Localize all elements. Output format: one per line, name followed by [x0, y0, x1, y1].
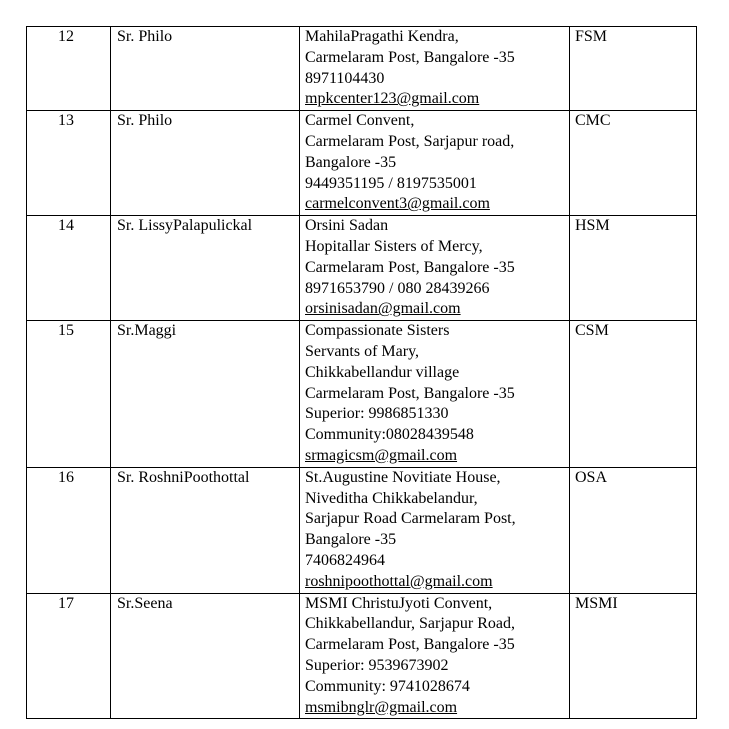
contact-name: Sr. Philo [111, 111, 300, 216]
address-line: Carmelaram Post, Bangalore -35 [305, 48, 515, 66]
phone-line: 8971104430 [305, 69, 385, 87]
address-line: Carmel Convent, [305, 112, 415, 130]
email-link[interactable]: srmagicsm@gmail.com [305, 446, 458, 464]
address-line: Carmelaram Post, Bangalore -35 [305, 258, 515, 276]
address-line: Bangalore -35 [305, 531, 397, 549]
email-link[interactable]: mpkcenter123@gmail.com [305, 90, 480, 108]
address-line: Bangalore -35 [305, 153, 397, 171]
table-row [27, 467, 697, 593]
phone-line: 8971653790 / 080 28439266 [305, 279, 490, 297]
address-cell [300, 467, 570, 593]
address-cell [300, 27, 570, 111]
serial-number: 14 [27, 216, 111, 321]
address-line: St.Augustine Novitiate House, [305, 468, 501, 486]
table-row [27, 321, 697, 468]
address-line: Servants of Mary, [305, 342, 420, 360]
contact-name: Sr.Maggi [111, 321, 300, 468]
congregation-code: CSM [570, 321, 697, 468]
address-line: Sarjapur Road Carmelaram Post, [305, 510, 516, 528]
address-cell [300, 111, 570, 216]
table-row [27, 216, 697, 321]
phone-line: 9449351195 / 8197535001 [305, 174, 477, 192]
phone-line: Superior: 9539673902 [305, 656, 449, 674]
address-cell [300, 321, 570, 468]
phone-line: Community: 9741028674 [305, 677, 470, 695]
table-row [27, 593, 697, 719]
contacts-table [26, 26, 697, 719]
address-line: Chikkabellandur, Sarjapur Road, [305, 615, 515, 633]
email-link[interactable]: orsinisadan@gmail.com [305, 300, 461, 318]
serial-number: 17 [27, 593, 111, 719]
congregation-code: HSM [570, 216, 697, 321]
address-line: Orsini Sadan [305, 217, 389, 235]
contacts-table-body [27, 27, 697, 719]
contact-name: Sr. RoshniPoothottal [111, 467, 300, 593]
address-cell [300, 593, 570, 719]
serial-number: 15 [27, 321, 111, 468]
contact-name: Sr. LissyPalapulickal [111, 216, 300, 321]
contact-name: Sr. Philo [111, 27, 300, 111]
email-link[interactable]: carmelconvent3@gmail.com [305, 195, 490, 213]
email-link[interactable]: roshnipoothottal@gmail.com [305, 572, 493, 590]
address-line: Chikkabellandur village [305, 363, 460, 381]
address-line: MahilaPragathi Kendra, [305, 28, 459, 45]
address-line: Carmelaram Post, Sarjapur road, [305, 132, 515, 150]
congregation-code: FSM [570, 27, 697, 111]
phone-line: Superior: 9986851330 [305, 405, 449, 423]
address-line: Compassionate Sisters [305, 322, 450, 340]
congregation-code: OSA [570, 467, 697, 593]
table-row [27, 111, 697, 216]
serial-number: 16 [27, 467, 111, 593]
address-cell [300, 216, 570, 321]
serial-number: 13 [27, 111, 111, 216]
contact-name: Sr.Seena [111, 593, 300, 719]
address-line: Hopitallar Sisters of Mercy, [305, 237, 483, 255]
phone-line: 7406824964 [305, 551, 385, 569]
congregation-code: CMC [570, 111, 697, 216]
address-line: Niveditha Chikkabelandur, [305, 489, 478, 507]
email-link[interactable]: msmibnglr@gmail.com [305, 698, 458, 716]
phone-line: Community:08028439548 [305, 426, 474, 444]
address-line: MSMI ChristuJyoti Convent, [305, 594, 493, 612]
congregation-code: MSMI [570, 593, 697, 719]
serial-number: 12 [27, 27, 111, 111]
address-line: Carmelaram Post, Bangalore -35 [305, 384, 515, 402]
address-line: Carmelaram Post, Bangalore -35 [305, 636, 515, 654]
table-row [27, 27, 697, 111]
